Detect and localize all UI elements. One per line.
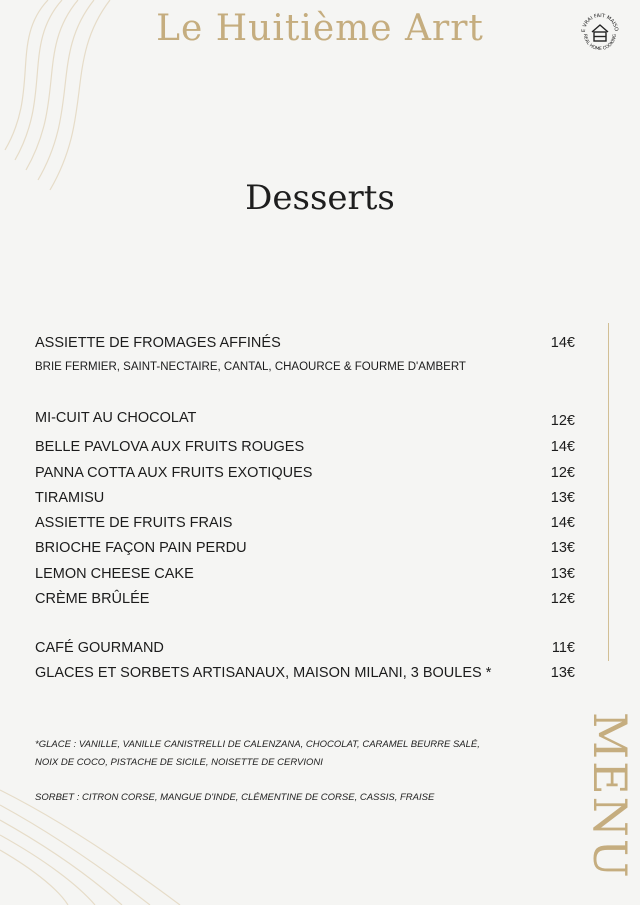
item-name: LEMON CHEESE CAKE: [35, 566, 194, 582]
item-price: 13€: [550, 566, 575, 582]
item-price: 12€: [550, 591, 575, 607]
item-price: 13€: [550, 490, 575, 506]
house-logo-icon: [578, 10, 622, 54]
item-price: 12€: [550, 413, 575, 429]
item-name: MI-CUIT AU CHOCOLAT: [35, 410, 197, 426]
item-name: BELLE PAVLOVA AUX FRUITS ROUGES: [35, 439, 305, 455]
section-title: Desserts: [245, 178, 395, 218]
logo-text-top: E VRAI FAIT MAISO: [580, 12, 620, 33]
item-name: CRÈME BRÛLÉE: [35, 591, 150, 607]
item-price: 12€: [550, 465, 575, 481]
glace-note-line2: NOIX DE COCO, PISTACHE DE SICILE, NOISETTE DE CERVIONI: [35, 757, 323, 768]
sorbet-note: SORBET : CITRON CORSE, MANGUE D'INDE, CLÉMENTINE DE CORSE, CASSIS, FRAISE: [35, 792, 435, 803]
item-name: CAFÉ GOURMAND: [35, 640, 164, 656]
item-name: BRIOCHE FAÇON PAIN PERDU: [35, 540, 247, 556]
item-price: 14€: [550, 439, 575, 455]
item-price: 13€: [550, 540, 575, 556]
logo-text-bottom: REAL HOME COOKING: [581, 33, 619, 53]
item-price: 14€: [550, 335, 575, 351]
glace-note-line1: *GLACE : VANILLE, VANILLE CANISTRELLI DE CALENZANA, CHOCOLAT, CARAMEL BEURRE SALÉ,: [35, 739, 480, 750]
item-price: 14€: [550, 515, 575, 531]
item-name: PANNA COTTA AUX FRUITS EXOTIQUES: [35, 465, 313, 481]
item-price: 13€: [550, 665, 575, 681]
restaurant-name: Le Huitième Arrt: [156, 8, 484, 49]
item-name: ASSIETTE DE FROMAGES AFFINÉS: [35, 335, 281, 351]
item-name: GLACES ET SORBETS ARTISANAUX, MAISON MILANI, 3 BOULES *: [35, 665, 492, 681]
item-name: ASSIETTE DE FRUITS FRAIS: [35, 515, 233, 531]
item-name: TIRAMISU: [35, 490, 105, 506]
vertical-divider: [608, 323, 609, 661]
item-price: 11€: [551, 640, 575, 656]
menu-side-label: MENU: [583, 712, 637, 880]
cheese-description: BRIE FERMIER, SAINT-NECTAIRE, CANTAL, CHAOURCE & FOURME D'AMBERT: [35, 361, 466, 373]
